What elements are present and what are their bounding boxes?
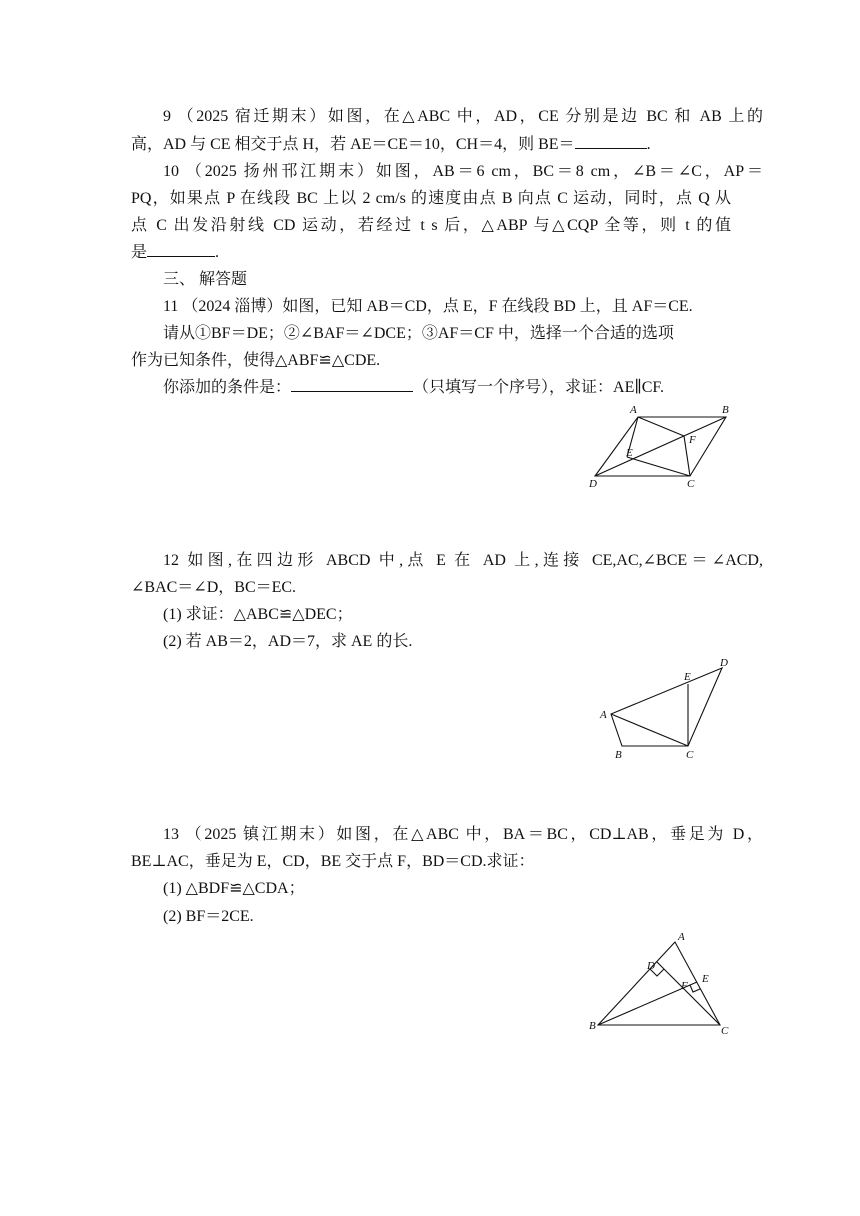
q11-label-d: D bbox=[589, 478, 597, 490]
q12-label-a: A bbox=[600, 709, 607, 721]
q11-line-3: 作为已知条件，使得△ABF≌△CDE. bbox=[131, 352, 381, 369]
q11-label-b: B bbox=[722, 404, 729, 416]
q11-line-4-end: （只填写一个序号），求证：AE∥CF. bbox=[413, 379, 665, 396]
q12-label-b: B bbox=[615, 749, 622, 761]
q12-line-3: (1) 求证：△ABC≌△DEC； bbox=[163, 606, 353, 623]
q10-line-2: PQ，如果点 P 在线段 BC 上以 2 cm/s 的速度由点 B 向点 C 运动，同时，点 Q 从 bbox=[131, 190, 731, 207]
q13-label-e: E bbox=[702, 973, 709, 985]
q10-line-4-end: . bbox=[215, 244, 220, 261]
q9-line-2-text: 高，AD 与 CE 相交于点 H，若 AE＝CE＝10，CH＝4，则 BE＝ bbox=[131, 136, 575, 153]
section-heading: 三、 解答题 bbox=[163, 271, 248, 288]
q13-line-4: (2) BF＝2CE. bbox=[163, 908, 254, 925]
q13-line-1: 13 （2025 镇江期末）如图，在△ABC 中，BA＝BC，CD⊥AB，垂足为 D， bbox=[163, 826, 763, 843]
q12-label-d: D bbox=[720, 657, 728, 669]
q12-line-4: (2) 若 AB＝2，AD＝7，求 AE 的长. bbox=[163, 633, 413, 650]
q12-line-1: 12 如图,在四边形 ABCD 中,点 E 在 AD 上,连接 CE,AC,∠BCE＝∠ACD, bbox=[163, 552, 763, 569]
q9-line-2-end: . bbox=[646, 136, 651, 153]
q11-label-c: C bbox=[687, 478, 695, 490]
q11-line-2: 请从①BF＝DE；②∠BAF＝∠DCE；③AF＝CF 中，选择一个合适的选项 bbox=[163, 325, 674, 342]
q12-label-e: E bbox=[684, 671, 691, 683]
q13-label-d: D bbox=[647, 960, 655, 972]
q13-label-f: F bbox=[681, 980, 688, 992]
q13-segment-cd bbox=[657, 962, 720, 1025]
q11-line-4-text: 你添加的条件是： bbox=[163, 379, 292, 396]
q10-line-1: 10 （2025 扬州邗江期末）如图，AB＝6 cm，BC＝8 cm，∠B＝∠C，AP＝ bbox=[163, 163, 763, 180]
q13-label-a: A bbox=[678, 931, 685, 943]
q12-label-c: C bbox=[686, 749, 694, 761]
q11-label-f: F bbox=[689, 434, 696, 446]
q10-line-3: 点 C 出发沿射线 CD 运动，若经过 t s 后，△ABP 与△CQP 全等，则 t 的值 bbox=[131, 217, 731, 234]
q12-line-2: ∠BAC＝∠D，BC＝EC. bbox=[131, 579, 297, 596]
q9-line-1: 9 （2025 宿迁期末）如图，在△ABC 中，AD，CE 分别是边 BC 和 AB 上的 bbox=[163, 108, 763, 125]
q13-label-c: C bbox=[721, 1025, 729, 1037]
q13-label-b: B bbox=[589, 1020, 596, 1032]
q10-line-4-text: 是 bbox=[131, 244, 148, 261]
q11-label-e: E bbox=[626, 447, 633, 459]
q13-line-3: (1) △BDF≌△CDA； bbox=[163, 880, 305, 897]
q11-line-1: 11 （2024 淄博）如图，已知 AB＝CD，点 E，F 在线段 BD 上，且 AF＝CE. bbox=[163, 298, 693, 315]
q11-label-a: A bbox=[630, 404, 637, 416]
q13-line-2: BE⊥AC，垂足为 E，CD，BE 交于点 F，BD＝CD.求证： bbox=[131, 853, 535, 870]
